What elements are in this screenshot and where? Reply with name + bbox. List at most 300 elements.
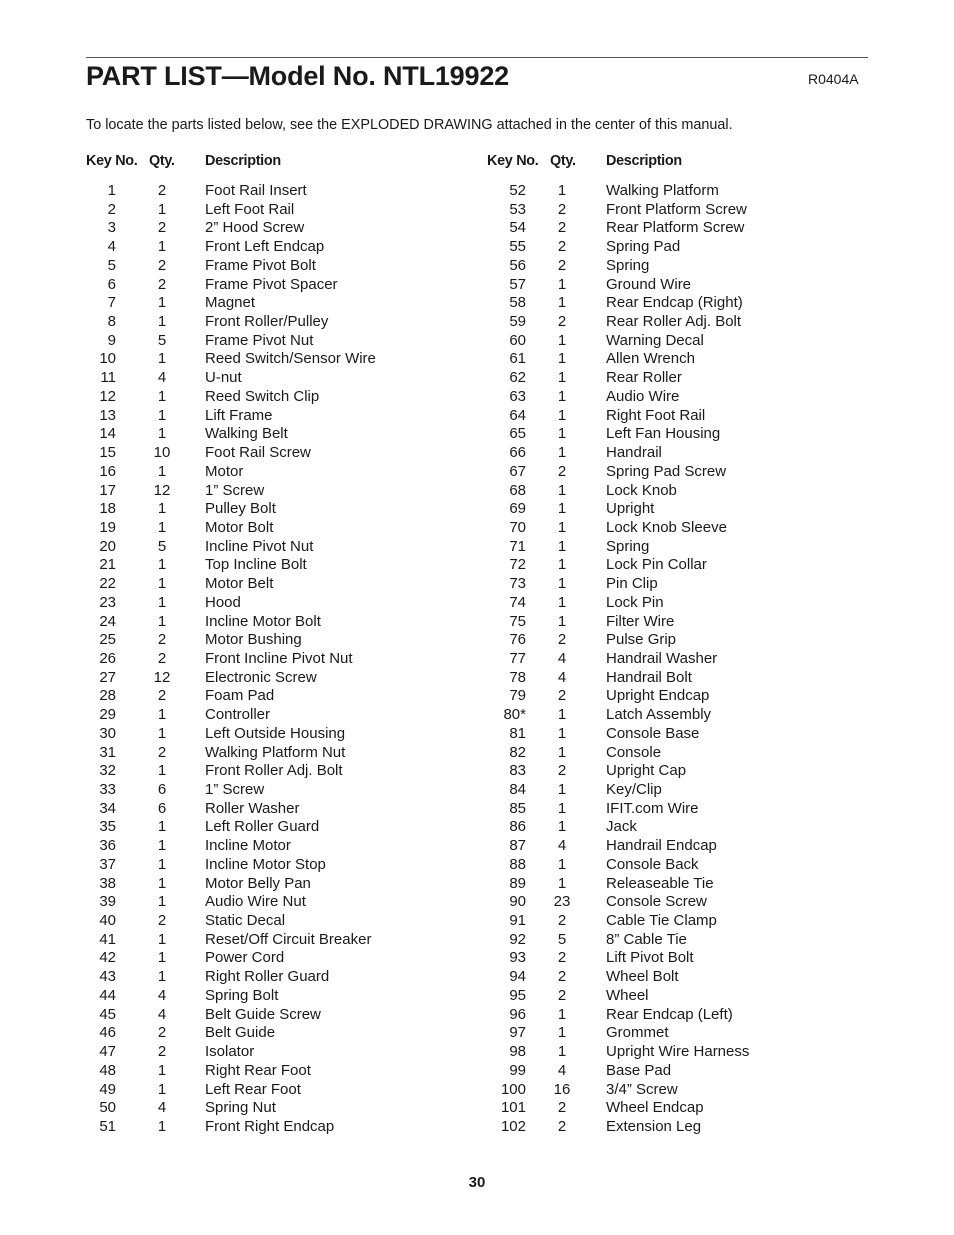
part-quantity: 2: [557, 986, 567, 1004]
part-description: Extension Leg: [606, 1117, 702, 1135]
part-quantity: 1: [157, 500, 167, 518]
part-quantity: 1: [157, 313, 167, 331]
part-quantity: 2: [557, 219, 567, 237]
part-description: Upright Endcap: [606, 687, 710, 705]
part-description: Lock Pin: [606, 593, 664, 611]
part-quantity: 1: [157, 930, 167, 948]
part-row: [400, 817, 880, 836]
part-quantity: 1: [157, 855, 167, 873]
part-quantity: 16: [553, 1080, 571, 1098]
part-quantity: 12: [153, 481, 171, 499]
part-description: Incline Pivot Nut: [205, 537, 314, 555]
part-quantity: 1: [157, 238, 167, 256]
part-description: Wheel Bolt: [606, 968, 679, 986]
part-description: Handrail Endcap: [606, 837, 717, 855]
part-quantity: 2: [557, 912, 567, 930]
part-quantity: 1: [557, 1024, 567, 1042]
part-row: [400, 799, 880, 818]
part-row: [400, 349, 880, 368]
part-key-number: 30: [99, 724, 116, 742]
part-description: Lift Pivot Bolt: [606, 949, 694, 967]
part-description: Left Roller Guard: [205, 818, 320, 836]
part-description: Frame Pivot Spacer: [205, 275, 338, 293]
part-description: Motor: [205, 462, 244, 480]
part-description: Latch Assembly: [606, 706, 712, 724]
part-description: Rear Roller Adj. Bolt: [606, 313, 742, 331]
part-key-number: 60: [509, 331, 526, 349]
part-description: Front Platform Screw: [606, 200, 747, 218]
part-key-number: 101: [500, 1099, 526, 1117]
part-key-number: 65: [509, 425, 526, 443]
part-description: Incline Motor Stop: [205, 855, 326, 873]
part-description: Handrail Washer: [606, 649, 718, 667]
part-row: [400, 368, 880, 387]
part-quantity: 1: [157, 350, 167, 368]
part-description: Pulley Bolt: [205, 500, 276, 518]
part-quantity: 2: [557, 313, 567, 331]
part-description: Console Back: [606, 855, 699, 873]
part-key-number: 29: [99, 706, 116, 724]
part-quantity: 4: [557, 1061, 567, 1079]
part-description: Lock Knob: [606, 481, 677, 499]
part-description: Reed Switch Clip: [205, 387, 320, 405]
part-quantity: 2: [557, 687, 567, 705]
part-description: Allen Wrench: [606, 350, 695, 368]
intro-text: To locate the parts listed below, see the EXPLODED DRAWING attached in the center of this manual.: [86, 117, 733, 133]
right-header-description: Description: [606, 153, 682, 169]
part-key-number: 15: [99, 444, 116, 462]
part-description: Spring: [606, 256, 650, 274]
part-description: Console Base: [606, 724, 700, 742]
part-description: Lift Frame: [205, 406, 273, 424]
part-key-number: 74: [509, 593, 526, 611]
part-row: [400, 612, 880, 631]
part-description: Motor Bolt: [205, 518, 274, 536]
part-description: Jack: [606, 818, 637, 836]
part-key-number: 96: [509, 1005, 526, 1023]
part-quantity: 1: [557, 612, 567, 630]
part-key-number: 49: [99, 1080, 116, 1098]
part-row: [400, 555, 880, 574]
part-row: [400, 761, 880, 780]
part-key-number: 22: [99, 575, 116, 593]
part-key-number: 63: [509, 387, 526, 405]
page-title: PART LIST—Model No. NTL19922: [86, 61, 509, 91]
part-quantity: 2: [557, 1099, 567, 1117]
part-description: Magnet: [205, 294, 256, 312]
part-quantity: 1: [157, 762, 167, 780]
part-quantity: 1: [557, 799, 567, 817]
part-description: Left Fan Housing: [606, 425, 721, 443]
part-key-number: 94: [509, 968, 526, 986]
part-description: Wheel Endcap: [606, 1099, 704, 1117]
part-description: Pin Clip: [606, 575, 658, 593]
part-quantity: 1: [157, 387, 167, 405]
part-description: Audio Wire Nut: [205, 893, 306, 911]
part-quantity: 2: [557, 1117, 567, 1135]
part-quantity: 1: [557, 781, 567, 798]
part-quantity: 1: [557, 537, 567, 555]
part-row: [400, 780, 880, 799]
part-description: Spring Nut: [205, 1099, 276, 1117]
part-quantity: 1: [157, 1080, 167, 1098]
part-description: Static Decal: [205, 912, 286, 930]
part-description: Audio Wire: [606, 387, 680, 405]
part-quantity: 1: [157, 575, 167, 593]
part-quantity: 1: [157, 706, 167, 724]
part-description: Walking Platform Nut: [205, 743, 346, 761]
part-key-number: 59: [509, 313, 526, 331]
part-key-number: 75: [509, 612, 526, 630]
part-quantity: 1: [557, 556, 567, 574]
part-row: [400, 911, 880, 930]
part-key-number: 33: [99, 781, 116, 798]
part-description: Motor Belt: [205, 575, 274, 593]
left-header-key: Key No.: [86, 153, 138, 169]
part-description: Foam Pad: [205, 687, 275, 705]
part-key-number: 83: [509, 762, 526, 780]
part-key-number: 5: [107, 256, 116, 274]
part-description: Foot Rail Insert: [205, 182, 307, 199]
part-key-number: 68: [509, 481, 526, 499]
part-key-number: 57: [509, 275, 526, 293]
part-row: [400, 967, 880, 986]
part-description: Front Left Endcap: [205, 238, 325, 256]
part-description: Upright Wire Harness: [606, 1043, 750, 1061]
page-number: 30: [468, 1174, 486, 1191]
part-description: Incline Motor: [205, 837, 291, 855]
part-quantity: 1: [557, 350, 567, 368]
left-header-qty: Qty.: [149, 153, 175, 169]
part-quantity: 2: [157, 687, 167, 705]
part-quantity: 1: [157, 1117, 167, 1135]
part-row: [400, 181, 880, 200]
part-key-number: 100: [500, 1080, 526, 1098]
part-quantity: 2: [157, 1043, 167, 1061]
part-quantity: 1: [157, 837, 167, 855]
part-key-number: 14: [99, 425, 116, 443]
part-key-number: 72: [509, 556, 526, 574]
part-quantity: 1: [557, 1005, 567, 1023]
part-quantity: 1: [557, 387, 567, 405]
part-quantity: 1: [557, 500, 567, 518]
part-row: [400, 200, 880, 219]
part-quantity: 1: [557, 425, 567, 443]
part-row: [400, 331, 880, 350]
part-key-number: 64: [509, 406, 526, 424]
part-key-number: 54: [509, 219, 526, 237]
part-key-number: 95: [509, 986, 526, 1004]
part-row: [400, 1098, 880, 1117]
part-quantity: 4: [157, 369, 167, 387]
part-key-number: 53: [509, 200, 526, 218]
part-description: Spring Bolt: [205, 986, 279, 1004]
part-description: Motor Bushing: [205, 631, 302, 649]
part-key-number: 6: [107, 275, 116, 293]
part-quantity: 6: [157, 781, 167, 798]
part-description: Pulse Grip: [606, 631, 677, 649]
part-quantity: 2: [157, 219, 167, 237]
part-key-number: 32: [99, 762, 116, 780]
left-header-description: Description: [205, 153, 281, 169]
part-key-number: 24: [99, 612, 116, 630]
part-description: Right Foot Rail: [606, 406, 706, 424]
part-description: Key/Clip: [606, 781, 662, 798]
part-key-number: 66: [509, 444, 526, 462]
part-quantity: 1: [157, 518, 167, 536]
part-key-number: 39: [99, 893, 116, 911]
part-quantity: 5: [557, 930, 567, 948]
part-quantity: 1: [557, 294, 567, 312]
part-description: 1” Screw: [205, 781, 265, 798]
part-description: Isolator: [205, 1043, 255, 1061]
part-description: Motor Belly Pan: [205, 874, 311, 892]
part-quantity: 23: [553, 893, 571, 911]
part-key-number: 42: [99, 949, 116, 967]
part-key-number: 99: [509, 1061, 526, 1079]
part-quantity: 1: [157, 462, 167, 480]
part-key-number: 38: [99, 874, 116, 892]
part-quantity: 4: [557, 668, 567, 686]
part-description: Power Cord: [205, 949, 285, 967]
part-description: Left Foot Rail: [205, 200, 295, 218]
part-key-number: 73: [509, 575, 526, 593]
part-key-number: 34: [99, 799, 116, 817]
part-description: Filter Wire: [606, 612, 675, 630]
part-row: [400, 593, 880, 612]
part-quantity: 1: [157, 406, 167, 424]
part-description: Rear Endcap (Left): [606, 1005, 733, 1023]
part-row: [400, 481, 880, 500]
part-row: [400, 424, 880, 443]
part-quantity: 2: [557, 256, 567, 274]
part-row: [400, 948, 880, 967]
right-header-qty: Qty.: [550, 153, 576, 169]
part-key-number: 41: [99, 930, 116, 948]
part-row: [400, 275, 880, 294]
part-row: [400, 836, 880, 855]
part-row: [400, 743, 880, 762]
part-key-number: 81: [509, 724, 526, 742]
part-description: Foot Rail Screw: [205, 444, 311, 462]
part-key-number: 79: [509, 687, 526, 705]
part-key-number: 50: [99, 1099, 116, 1117]
part-quantity: 5: [157, 537, 167, 555]
part-description: Grommet: [606, 1024, 669, 1042]
part-row: [400, 218, 880, 237]
part-description: 2” Hood Screw: [205, 219, 305, 237]
part-row: [400, 874, 880, 893]
part-description: Spring Pad: [606, 238, 681, 256]
right-header-key: Key No.: [487, 153, 539, 169]
part-key-number: 27: [99, 668, 116, 686]
part-row: [400, 1080, 880, 1099]
part-quantity: 2: [157, 649, 167, 667]
part-quantity: 1: [157, 612, 167, 630]
part-key-number: 56: [509, 256, 526, 274]
part-quantity: 2: [557, 949, 567, 967]
part-key-number: 16: [99, 462, 116, 480]
document-code: R0404A: [808, 71, 859, 87]
part-key-number: 21: [99, 556, 116, 574]
part-key-number: 67: [509, 462, 526, 480]
part-quantity: 1: [557, 706, 567, 724]
part-key-number: 58: [509, 294, 526, 312]
part-quantity: 12: [153, 668, 171, 686]
part-description: Incline Motor Bolt: [205, 612, 321, 630]
part-quantity: 1: [557, 874, 567, 892]
part-description: Spring Pad Screw: [606, 462, 727, 480]
part-quantity: 1: [557, 406, 567, 424]
part-row: [400, 537, 880, 556]
part-row: [400, 892, 880, 911]
part-description: Warning Decal: [606, 331, 704, 349]
part-quantity: 1: [157, 968, 167, 986]
part-quantity: 2: [157, 182, 167, 199]
part-key-number: 91: [509, 912, 526, 930]
part-key-number: 80*: [503, 706, 526, 724]
part-quantity: 1: [157, 593, 167, 611]
part-description: 8” Cable Tie: [606, 930, 687, 948]
part-quantity: 4: [157, 1005, 167, 1023]
part-quantity: 1: [557, 724, 567, 742]
part-key-number: 45: [99, 1005, 116, 1023]
part-description: Lock Knob Sleeve: [606, 518, 727, 536]
part-quantity: 2: [157, 912, 167, 930]
part-description: Rear Platform Screw: [606, 219, 745, 237]
part-description: Frame Pivot Nut: [205, 331, 314, 349]
part-key-number: 23: [99, 593, 116, 611]
part-key-number: 76: [509, 631, 526, 649]
part-quantity: 1: [157, 556, 167, 574]
part-key-number: 20: [99, 537, 116, 555]
part-quantity: 2: [557, 462, 567, 480]
part-description: Front Roller/Pulley: [205, 313, 329, 331]
part-row: [400, 668, 880, 687]
part-key-number: 26: [99, 649, 116, 667]
part-quantity: 1: [157, 874, 167, 892]
part-key-number: 98: [509, 1043, 526, 1061]
part-key-number: 52: [509, 182, 526, 199]
part-description: Walking Belt: [205, 425, 288, 443]
part-row: [400, 256, 880, 275]
part-key-number: 71: [509, 537, 526, 555]
part-key-number: 97: [509, 1024, 526, 1042]
part-description: Right Rear Foot: [205, 1061, 311, 1079]
part-quantity: 2: [557, 200, 567, 218]
part-description: Hood: [205, 593, 241, 611]
part-quantity: 2: [157, 631, 167, 649]
part-description: Reed Switch/Sensor Wire: [205, 350, 376, 368]
part-row: [400, 686, 880, 705]
part-row: [400, 406, 880, 425]
part-key-number: 55: [509, 238, 526, 256]
part-key-number: 4: [107, 238, 116, 256]
part-key-number: 82: [509, 743, 526, 761]
part-description: Handrail Bolt: [606, 668, 692, 686]
part-quantity: 1: [557, 743, 567, 761]
part-quantity: 1: [557, 575, 567, 593]
part-quantity: 2: [157, 1024, 167, 1042]
part-key-number: 78: [509, 668, 526, 686]
part-quantity: 2: [557, 762, 567, 780]
part-quantity: 5: [157, 331, 167, 349]
part-key-number: 86: [509, 818, 526, 836]
part-key-number: 2: [107, 200, 116, 218]
part-quantity: 4: [557, 837, 567, 855]
part-description: Releaseable Tie: [606, 874, 714, 892]
part-key-number: 48: [99, 1061, 116, 1079]
part-quantity: 1: [157, 294, 167, 312]
part-row: [400, 1005, 880, 1024]
part-quantity: 1: [157, 724, 167, 742]
part-key-number: 46: [99, 1024, 116, 1042]
part-quantity: 2: [557, 631, 567, 649]
part-description: Wheel: [606, 986, 649, 1004]
part-key-number: 89: [509, 874, 526, 892]
part-row: [400, 499, 880, 518]
part-quantity: 2: [157, 743, 167, 761]
part-row: [400, 986, 880, 1005]
part-key-number: 61: [509, 350, 526, 368]
part-key-number: 28: [99, 687, 116, 705]
part-row: [400, 930, 880, 949]
part-key-number: 92: [509, 930, 526, 948]
part-quantity: 10: [153, 444, 171, 462]
part-quantity: 2: [557, 968, 567, 986]
part-description: Rear Endcap (Right): [606, 294, 743, 312]
part-key-number: 62: [509, 369, 526, 387]
part-row: [400, 443, 880, 462]
part-key-number: 70: [509, 518, 526, 536]
part-quantity: 1: [557, 481, 567, 499]
part-description: Spring: [606, 537, 650, 555]
part-quantity: 1: [157, 818, 167, 836]
part-key-number: 88: [509, 855, 526, 873]
part-key-number: 25: [99, 631, 116, 649]
part-key-number: 44: [99, 986, 116, 1004]
part-description: 1” Screw: [205, 481, 265, 499]
right-parts-column: [400, 181, 880, 1136]
part-quantity: 1: [557, 369, 567, 387]
part-key-number: 19: [99, 518, 116, 536]
part-key-number: 93: [509, 949, 526, 967]
part-row: [400, 237, 880, 256]
part-row: [400, 630, 880, 649]
part-description: Upright Cap: [606, 762, 687, 780]
part-key-number: 31: [99, 743, 116, 761]
part-description: Top Incline Bolt: [205, 556, 307, 574]
part-key-number: 47: [99, 1043, 116, 1061]
part-row: [400, 1061, 880, 1080]
part-row: [400, 855, 880, 874]
part-key-number: 9: [107, 331, 116, 349]
part-description: Walking Platform: [606, 182, 719, 199]
part-key-number: 12: [99, 387, 116, 405]
part-description: Front Roller Adj. Bolt: [205, 762, 343, 780]
part-quantity: 1: [557, 593, 567, 611]
part-key-number: 69: [509, 500, 526, 518]
part-quantity: 1: [557, 1043, 567, 1061]
part-description: Upright: [606, 500, 655, 518]
part-description: Controller: [205, 706, 271, 724]
part-key-number: 40: [99, 912, 116, 930]
part-description: Console: [606, 743, 662, 761]
part-quantity: 2: [557, 238, 567, 256]
part-description: Front Incline Pivot Nut: [205, 649, 353, 667]
part-key-number: 43: [99, 968, 116, 986]
part-description: Front Right Endcap: [205, 1117, 335, 1135]
